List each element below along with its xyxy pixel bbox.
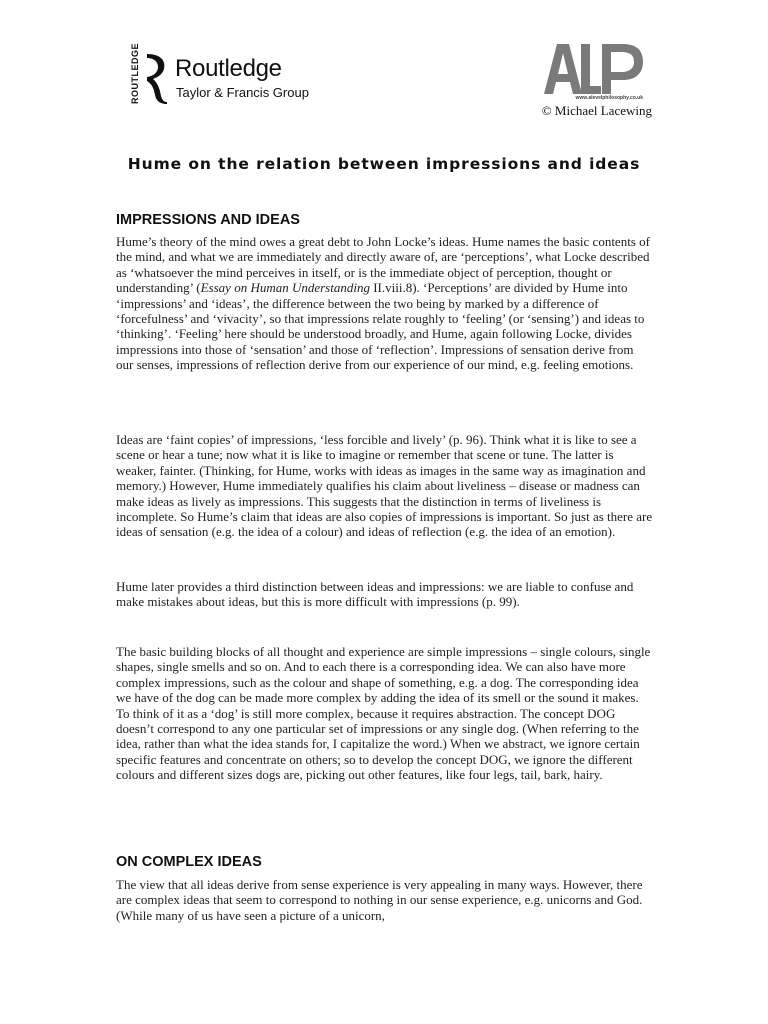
paragraph-2: Ideas are ‘faint copies’ of impressions, ‘less forcible and lively’ (p. 96). Think what it is like to see a scene or hear a tune; now what it is like to imagine or remember that scene or tune. The latter is weaker, fainter. (Thinking, for Hume, works with ideas as images in the same way as imagination and memory.) However, Hume immediately qualifies his claim about liveliness – disease or madness can make ideas as lively as impressions. This suggests that the distinction in terms of liveliness is incomplete. So Hume’s claim that ideas are also copies of impressions is important. So just as there are ideas of sensation (e.g. the idea of a colour) and ideas of reflection (e.g. the idea of an emotion).	[116, 432, 653, 540]
routledge-logo	[128, 42, 328, 106]
paragraph-3: Hume later provides a third distinction between ideas and impressions: we are liable to confuse and make mistakes about ideas, but this is more difficult with impressions (p. 99).	[116, 579, 634, 610]
alp-letters-icon	[541, 40, 647, 96]
alp-website: www.alevelphilosophy.co.uk	[575, 95, 643, 101]
book-title-essay: Essay on Human Understanding	[200, 280, 370, 296]
routledge-vertical-text: ROUTLEDGE	[130, 42, 140, 104]
section-heading-on-complex-ideas: ON COMPLEX IDEAS	[116, 854, 262, 870]
publisher-group: Taylor & Francis Group	[176, 85, 309, 100]
publisher-name: Routledge	[175, 55, 282, 82]
paragraph-1	[116, 234, 654, 373]
section-heading-impressions-and-ideas: IMPRESSIONS AND IDEAS	[116, 212, 300, 228]
paragraph-5: The view that all ideas derive from sense experience is very appealing in many ways. However, there are complex ideas that seem to correspond to nothing in our sense experience, e.g. unicorns and God. (While many of us have seen a picture of a unicorn,	[116, 877, 643, 923]
paragraph-1-text-b: II.viii.8). ‘Perceptions’ are divided by Hume into ‘impressions’ and ‘ideas’, the difference between the two being by marked by a difference of ‘forcefulness’ and ‘vivacity’, so that impressions relate roughly to ‘feeling’ (or ‘sensing’) and ideas to ‘thinking’. ‘Feeling’ here should be understood broadly, and Hume, again following Locke, divides impressions into those of ‘sensation’ and those of ‘reflection’. Impressions of sensation derive from our senses, impressions of reflection derive from our experience of our mind, e.g. feeling emotions.	[116, 280, 645, 373]
document-title: Hume on the relation between impressions and ideas	[127, 155, 641, 173]
alp-logo	[541, 40, 647, 108]
routledge-r-mark-icon	[144, 52, 168, 104]
copyright-notice: © Michael Lacewing	[541, 103, 652, 118]
paragraph-4: The basic building blocks of all thought and experience are simple impressions – single colours, single shapes, single smells and so on. And to each there is a corresponding idea. We can also have more complex impressions, such as the colour and shape of something, e.g. a dog. The corresponding idea we have of the dog can be made more complex by adding the idea of its smell or the sound it makes. To think of it as a ‘dog’ is still more complex, because it requires abstraction. The concept DOG doesn’t correspond to any one particular set of impressions or any single dog. (When referring to the idea, rather than what the idea stands for, I capitalize the word.) When we abstract, we ignore certain specific features and concentrate on others; so to develop the concept DOG, we ignore the different colours and different sizes dogs are, picking out other features, like four legs, tail, bark, hairy.	[116, 644, 651, 783]
paragraph-1-text-a: Hume’s theory of the mind owes a great debt to John Locke’s ideas. Hume names the basic contents of the mind, and what we are immediately and directly aware of, are ‘perceptions’, what Locke described as ‘whatsoever the mind perceives in itself, or is the immediate object of perception, thought or understanding’ (	[116, 234, 650, 296]
